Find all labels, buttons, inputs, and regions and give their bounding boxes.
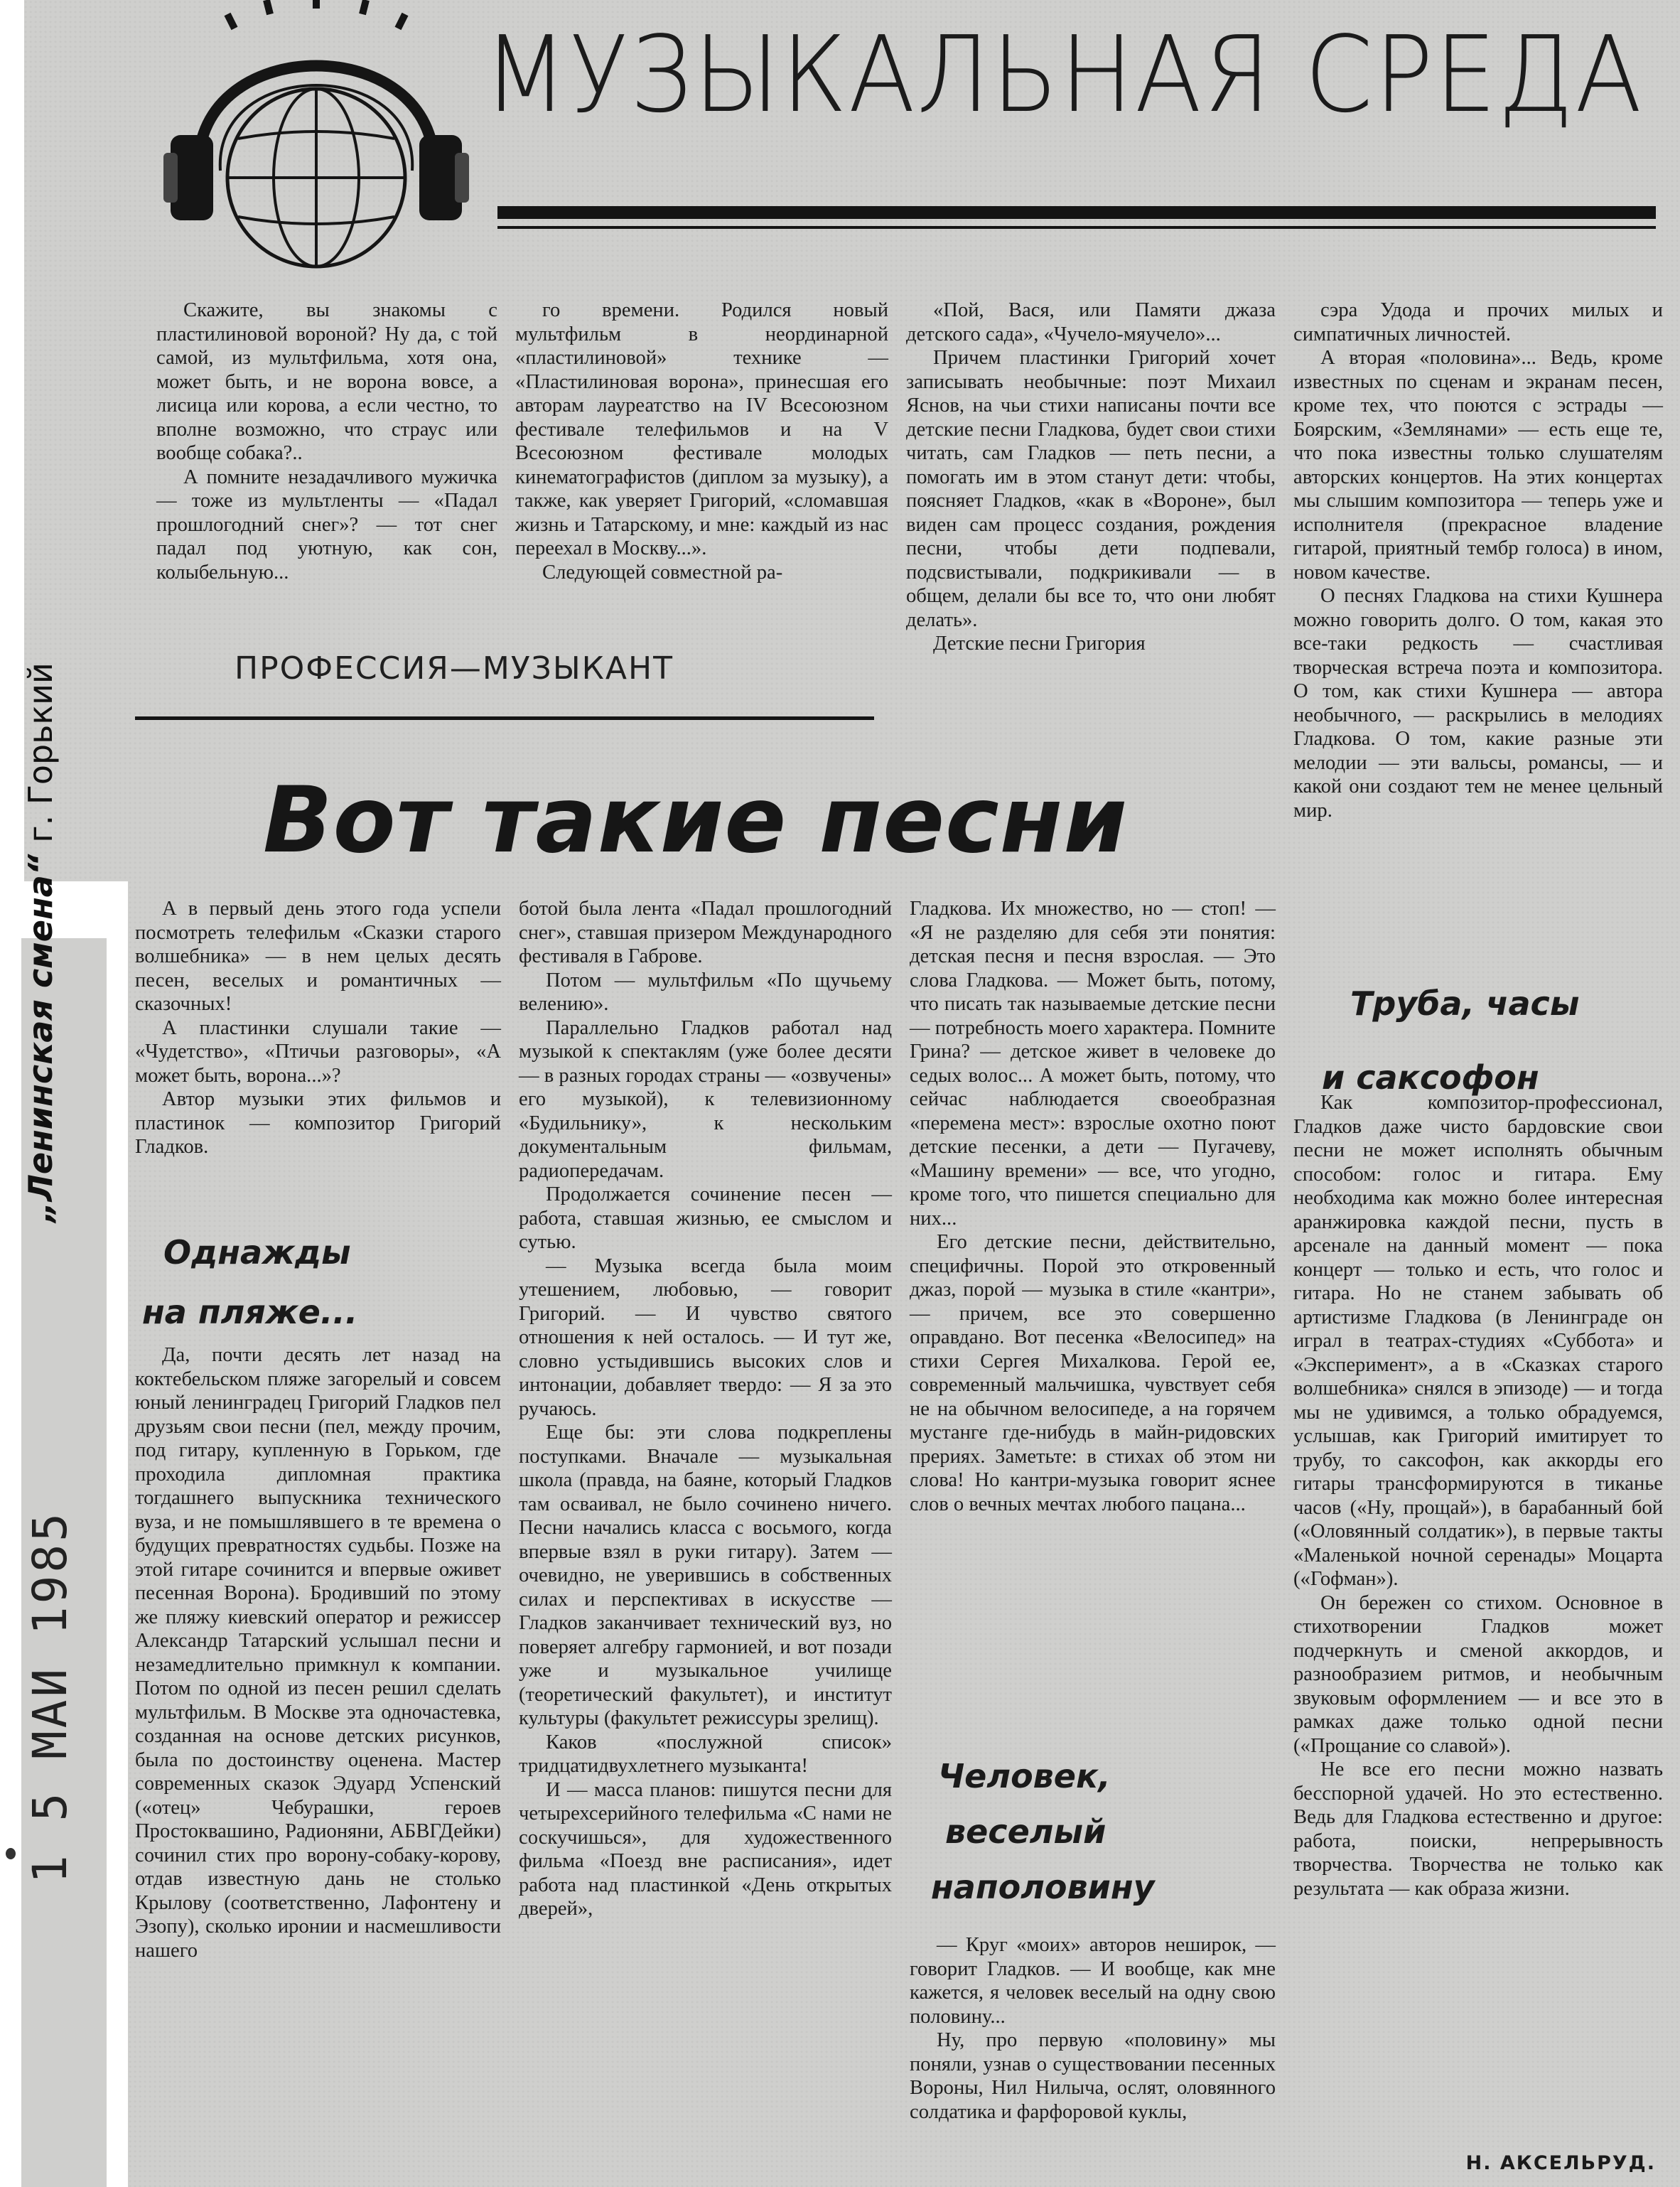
paragraph: Скажите, вы знакомы с пластилиновой вороной? Ну да, с той самой, из мультфильма, хотя она, может быть, и не ворона вовсе, а лисица или корова, а если честно, то вполне возможно, что страус или вообще собака?..: [156, 299, 497, 464]
subhead-line: наполовину: [931, 1868, 1155, 1906]
article-column-1-top: [135, 897, 501, 1159]
paragraph: Каков «послужной список» тридцатидвухлетнего музыканта!: [519, 1731, 892, 1777]
article-column-3-top: [910, 897, 1276, 1516]
paragraph: О песнях Гладкова на стихи Кушнера можно говорить долго. О том, какая это все-таки редкость — счастливая творческая встреча поэта и композитора. О том, как стихи Кушнера — автора необычного, — раскрылись в мелодиях Гладкова. О том, какие разные эти мелодии — эти вальсы, романсы, — и какой они создают тем не менее цельный мир.: [1293, 585, 1663, 822]
date-stamp: 1 5 МАИ 1985: [23, 1510, 77, 1884]
paragraph: го времени. Родился новый мультфильм в неординарной «пластилиновой» технике — «Пластилиновая ворона», принесшая его авторам лауреатство на IV Всесоюзном фестивале телефильмов и на V Всесоюзном фестивале молодых кинематографистов (диплом за музыку), а также, как уверяет Григорий, «сломавшая жизнь и Татарскому, и мне: каждый из нас переехал в Москву...».: [515, 299, 888, 559]
subhead-line: Однажды: [163, 1233, 351, 1272]
intro-column-3: [906, 299, 1276, 656]
article-headline: Вот такие песни: [263, 768, 1128, 874]
paragraph: Не все его песни можно назвать бесспорной удачей. Но это естественно. Ведь для Гладкова естественно и другое: работа, поиски, непрерывность творчества. Творчества не только как результата — как образа жизни.: [1293, 1758, 1663, 1900]
punch-mark: [6, 1848, 16, 1859]
headphones-globe-icon: [149, 0, 483, 277]
paragraph: Продолжается сочинение песен — работа, ставшая жизнью, ее смыслом и сутью.: [519, 1183, 892, 1253]
paragraph: — Музыка всегда была моим утешением, любовью, — говорит Григорий. — И чувство святого отношения к ней осталось. — И тут же, словно устыдившись высоких слов и интонации, добавляет твердо: — Я за это ручаюсь.: [519, 1254, 892, 1420]
paragraph: Гладкова. Их множество, но — стоп! — «Я не разделяю для себя эти понятия: детская песня и песня взрослая. — Это слова Гладкова. — Может быть, потому, что писать так называемые детские песни — потребность моего характера. Помните Грина? — детское живет в человеке до седых волос... А может быть, потому, что сейчас наблюдается своеобразная «перемена мест»: взрослые охотно поют детские песенки, а дети — Пугачеву, «Машину времени» — все, что угодно, кроме того, что пишется специально для них...: [910, 898, 1276, 1230]
author-signature: Н. АКСЕЛЬРУД.: [1465, 2152, 1656, 2174]
paragraph: Причем пластинки Григорий хочет записывать необычные: поэт Михаил Яснов, на чьи стихи написаны почти все детские песни Гладкова, будет свои стихи читать, сам Гладков — петь песни, а помогать им в этом станут дети: чтобы, поясняет Гладков, «как в «Вороне», был виден сам процесс создания, рождения песни, чтобы дети подпевали, подсвистывали, подкрикивали — в общем, делали бы все то, что они любят делать».: [906, 347, 1276, 631]
subhead-person: [931, 1748, 1258, 1915]
section-title: МУЗЫКАЛЬНАЯ СРЕДА: [483, 14, 1644, 136]
intro-column-1: [156, 299, 497, 584]
paragraph: Параллельно Гладков работал над музыкой к спектаклям (уже более десяти — в разных городах страны — «озвучены» его музыкой), к телевизионному «Будильнику», к нескольким документальным фильмам, радиопередачам.: [519, 1016, 892, 1182]
paragraph: А пластинки слушали такие — «Чудетство», «Птичьи разговоры», «А может быть, ворона...»?: [135, 1016, 501, 1087]
paragraph: А в первый день этого года успели посмотреть телефильм «Сказки старого волшебника» — в нем целых десять песен, веселых и романтичных — сказочных!: [135, 898, 501, 1015]
paragraph: сэра Удода и прочих милых и симпатичных личностей.: [1293, 299, 1663, 345]
paragraph: Он бережен со стихом. Основное в стихотворении Гладков может подчеркнуть и сменой аккордов, и разнообразием ритмов, и необычным звуковым оформлением — и все это в рамках даже только одной песни («Прощание со славой»).: [1293, 1591, 1663, 1757]
kicker-rule: [135, 716, 874, 720]
subhead-line: на пляже...: [142, 1293, 358, 1331]
paragraph: Еще бы: эти слова подкреплены поступками. Вначале — музыкальная школа (правда, на баяне, который Гладков там осваивал, не было сочинено ничего. Песни начались класса с восьмого, когда впервые взял в руки гитару). Затем — очевидно, не уверившись в собственных силах и перспективах в искусстве — Гладков заканчивает технический вуз, но поверяет алгебру гармонией, и вот позади уже и музыкальное училище (теоретический факультет), и институт культуры (факультет режиссуры зрелищ).: [519, 1422, 892, 1729]
subhead-line: Человек,: [938, 1757, 1111, 1795]
paragraph: Его детские песни, действительно, специфичны. Порой это откровенный джаз, порой — музыка в стиле «кантри», — причем, все это совершенно оправдано. Вот песенка «Велосипед» на стихи Сергея Михалкова. Герой ее, современный мальчишка, чувствует себя не на обычном велосипеде, а на горячем мустанге где-нибудь в майн-ридовских прериях. Заметьте: в стихах об этом ни слова! Но кантри-музыка говорит яснее слов о вечных мечтах любого пацана...: [910, 1231, 1276, 1515]
paragraph: Потом — мультфильм «По щучьему велению».: [519, 969, 892, 1015]
paragraph: Как композитор-профессионал, Гладков даже чисто бардовские свои песни не может исполнять обычным способом: голос и гитара. Ему необходима как можно более интересная аранжировка каждой песни, пусть в арсенале на данный момент — пока концерт — только и есть, что голос и гитара. Но не станем забывать об артистизме Гладкова (в Ленинграде он играл в театрах-студиях «Суббота» и «Эксперимент», а в «Сказках старого волшебника» снялся в эпизоде) — и тогда мы не удивимся, а только обрадуемся, услышав, как Григорий имитирует то трубу, то саксофон, как аккорды его гитары трансформируются в тиканье часов («Ну, прощай»), в барабанный бой («Оловянный солдатик»), в первые такты «Маленькой ночной серенады» Моцарта («Гофман»).: [1293, 1092, 1663, 1590]
article-column-2: [519, 897, 892, 1921]
paragraph: И — масса планов: пишутся песни для четырехсерийного телефильма «С нами не соскучишься», для художественного фильма «Поезд вне расписания», идет работа над пластинкой «День открытых дверей»,: [519, 1778, 892, 1920]
paragraph: Ну, про первую «половину» мы поняли, узнав о существовании песенных Вороны, Нил Нилыча, ослят, оловянного солдатика и фарфоровой куклы,: [910, 2029, 1276, 2123]
paragraph: — Круг «моих» авторов неширок, — говорит Гладков. — И вообще, как мне кажется, я человек веселый на одну свою половину...: [910, 1934, 1276, 2028]
paragraph: Автор музыки этих фильмов и пластинок — композитор Григорий Гладков.: [135, 1088, 501, 1158]
article-column-3-bottom: [910, 1933, 1276, 2124]
paragraph: Да, почти десять лет назад на коктебельском пляже загорелый и совсем юный ленинградец Григорий Гладков пел друзьям свои песни (пел, между прочим, под гитару, купленную в Горьком, где проходила дипломная практика тогдашнего выпускника технического вуза, и не помышлявшего в те времена о будущих превратностях судьбы. Позже на этой гитаре сочинится и впервые оживет песенная Ворона). Бродивший по этому же пляжу киевский оператор и режиссер Александр Татарский услышал песни и незамедлительно примкнул к компании. Потом по одной из песен решил сделать мультфильм. В Москве эта одночастевка, созданная на основе детских рисунков, была по достоинству оценена. Мастер современных сказок Эдуард Успенский («отец» Чебурашки, героев Простоквашино, Радионяни, АБВГДейки) сочинил стих про ворону-собаку-корову, отдав известную дань не столько Крылову (соответственно, Лафонтену и Эзопу), сколько иронии и насмешливости нашего: [135, 1344, 501, 1962]
subhead-line: веселый: [945, 1812, 1106, 1851]
article-column-1-bottom: [135, 1343, 501, 1962]
paragraph: А вторая «половина»... Ведь, кроме известных по сценам и экранам песен, кроме тех, что поются с эстрады — Боярским, «Землянами» — есть еще те, что пока известны только слушателям авторских концертов. На этих концертах мы слышим композитора — теперь уже и исполнителя (прекрасное владение гитарой, приятный тембр голоса) в ином, новом качестве.: [1293, 347, 1663, 584]
paragraph: «Пой, Вася, или Памяти джаза детского сада», «Чучело-мяучело»...: [906, 299, 1276, 345]
paragraph: Детские песни Григория: [933, 633, 1146, 655]
paragraph: А помните незадачливого мужичка — тоже из мультленты — «Падал прошлогодний снег»? — тот снег падал под уютную, как сон, колыбельную...: [156, 466, 497, 584]
intro-column-2: [515, 299, 888, 584]
section-kicker: ПРОФЕССИЯ—МУЗЫКАНТ: [235, 650, 674, 687]
paragraph: ботой была лента «Падал прошлогодний снег», ставшая призером Международного фестиваля в Габрове.: [519, 898, 892, 967]
subhead-beach: [142, 1223, 483, 1342]
paragraph: Следующей совместной ра-: [542, 561, 783, 584]
newspaper-name: „Ленинская смена“: [21, 854, 60, 1223]
subhead-line: Труба, часы: [1350, 984, 1580, 1023]
newspaper-stamp: [21, 662, 64, 1223]
intro-column-4: [1293, 299, 1663, 822]
article-column-4: [1293, 1091, 1663, 1901]
subhead-line: и саксофон: [1322, 1058, 1539, 1097]
header-rule: [497, 206, 1656, 219]
newspaper-city: г. Горький: [21, 662, 60, 843]
header-rule-thin: [497, 226, 1656, 229]
